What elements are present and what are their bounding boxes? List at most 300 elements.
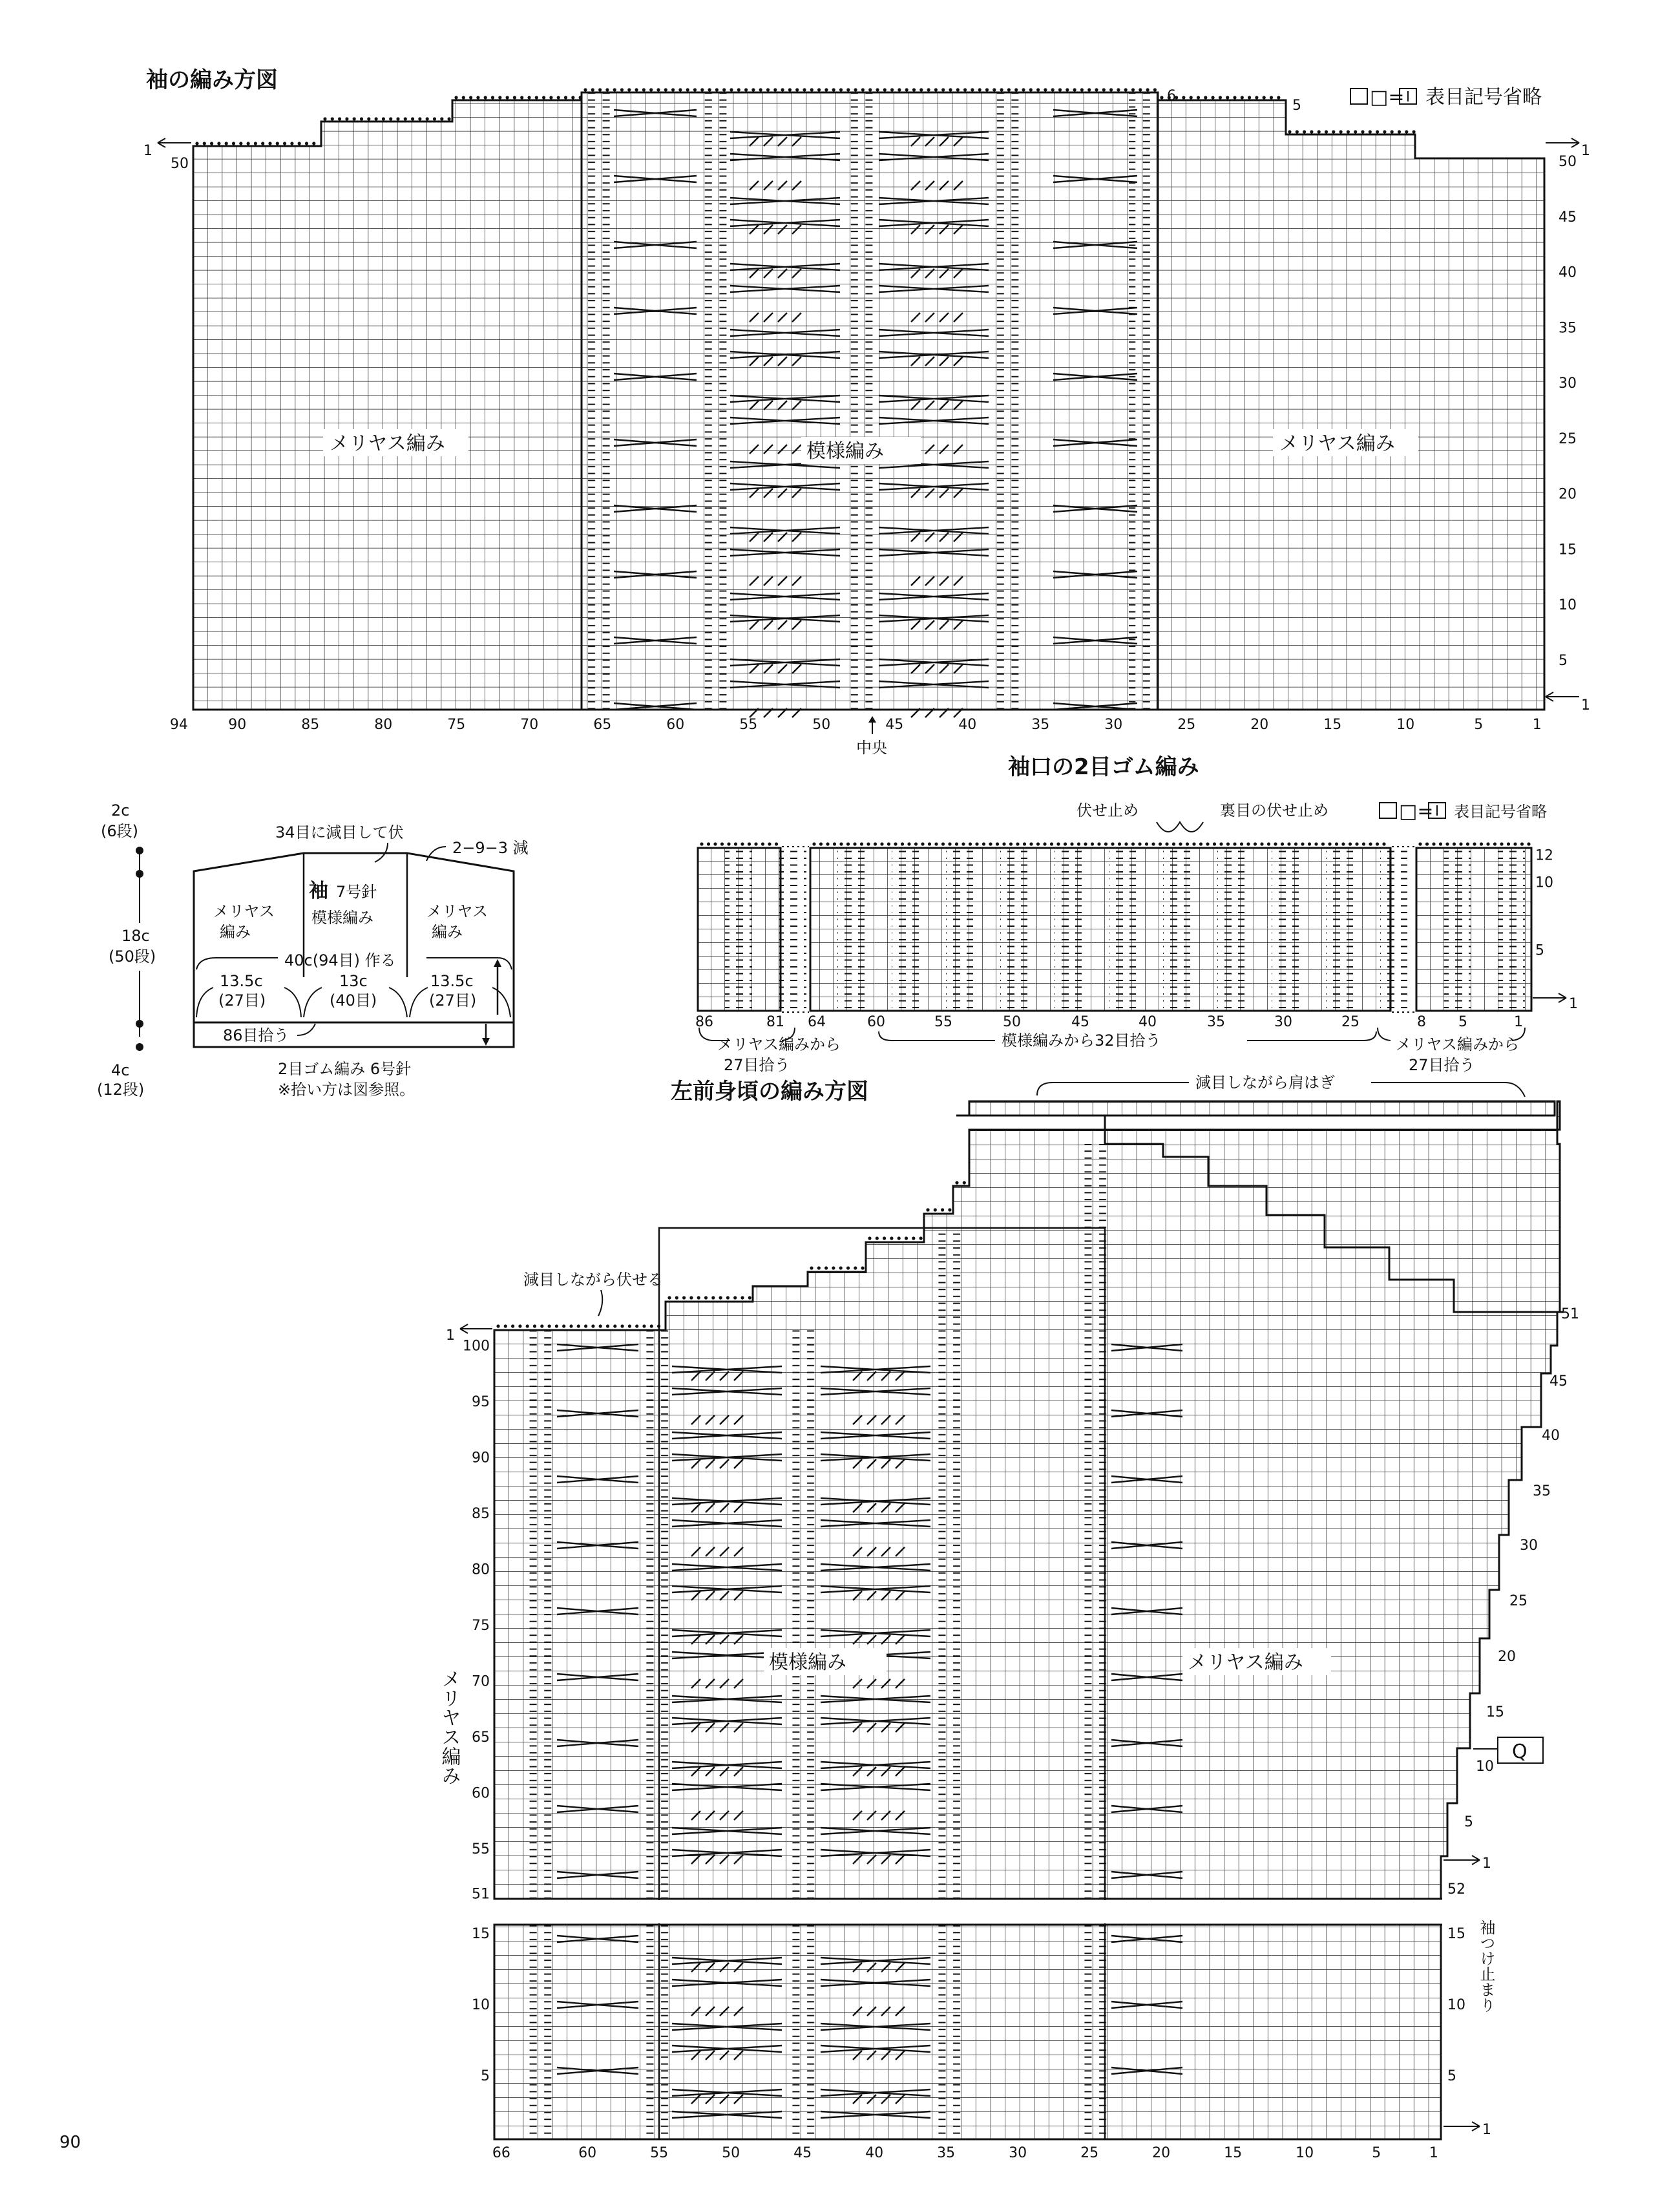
left-stitch-2: 編み [220,923,251,941]
bind-off-dot [1527,842,1530,845]
bind-off-dot [555,1324,558,1327]
bind-off-dot [1226,842,1230,845]
bind-off-dot [1084,842,1087,845]
bind-off-dot [1104,842,1108,845]
bind-off-dot [839,1266,843,1269]
row-number: 45 [1549,1373,1568,1390]
bind-off-dot [312,142,315,145]
row-numbers [1559,154,1577,669]
bind-off-dot [1314,842,1318,845]
bind-off-dot [727,842,730,845]
bind-off-dot [1165,842,1168,845]
purl-column [779,848,806,1011]
bind-off-dot [1111,842,1114,845]
bind-off-dot [1349,842,1352,845]
bind-off-dot [1466,842,1469,845]
bind-off-dot [781,88,784,91]
stitch-numbers [695,1014,1523,1030]
bind-off-dot [1425,842,1429,845]
stitch-number: 20 [1250,717,1269,733]
bind-off-dot [1077,842,1080,845]
bind-off-dot [934,842,938,845]
legend-eq: □= [1399,800,1434,823]
purl-column [837,848,865,1011]
svg-text:1: 1 [1569,996,1578,1012]
bind-off-dot [484,96,487,99]
bind-off-dot [1361,130,1364,133]
right-stitch: メリヤス [426,902,488,920]
bind-off-dot [766,88,770,91]
page-number: 90 [59,2133,81,2152]
blank-square-icon [1350,89,1367,104]
arrow-right-icon [1546,138,1579,147]
bind-off-dot [737,88,740,91]
bind-off-dot [298,142,301,145]
svg-text:1: 1 [1581,697,1590,714]
bind-off-dot [232,142,235,145]
bind-off-dot [1131,842,1135,845]
arrow-right-icon [1533,993,1566,1002]
bind-off-dot [628,1324,631,1327]
bind-off-dot [824,88,828,91]
bind-off-dot [722,88,726,91]
bind-off-dot [1405,130,1408,133]
bind-off-dot [1354,130,1357,133]
bind-off-dot [901,842,904,845]
height-top-rows: (6段) [101,822,138,840]
row-number: 60 [472,1785,490,1802]
bind-off-dot [1212,96,1215,99]
bind-off-dot [1117,88,1120,91]
bind-off-dot [898,88,901,91]
stitch-number: 94 [169,717,188,733]
bind-off-dot [963,88,967,91]
bind-off-dot [996,842,999,845]
bind-off-dot [1310,130,1313,133]
label-stockinette-vertical: メリヤス編み [437,1669,461,1785]
bind-off-dot [1355,842,1358,845]
stitch-number: 20 [1152,2145,1171,2161]
bind-off-dot [426,117,429,120]
bind-off-dot [1473,842,1476,845]
row-number: 90 [472,1450,490,1466]
bind-off-dot [854,1266,857,1269]
purl-column [845,92,874,710]
purl-column [1109,848,1136,1011]
bind-off-dot [621,1324,624,1327]
row-number: 15 [1559,542,1577,558]
bind-off-dot [1418,842,1422,845]
bind-off-dot [1016,842,1019,845]
bind-off-dot [905,1236,908,1240]
bind-off-dot [992,88,996,91]
purl-column [1498,848,1525,1011]
bind-off-dot [868,1236,871,1240]
bind-off-dot [678,88,682,91]
row-number: 30 [1559,375,1577,392]
bind-off-dot [921,842,924,845]
row-number: 5 [1447,2068,1456,2084]
bind-off-dot [883,88,887,91]
row-number: 52 [1447,1881,1465,1898]
bind-off-dot [969,842,972,845]
bind-off-dot [839,88,843,91]
bind-off-dot [1097,842,1100,845]
bind-off-dot [599,1324,602,1327]
stitches-right: (27目) [429,991,477,1010]
bind-off-dot [919,88,923,91]
pickup-right-1: メリヤス編みから [1396,1035,1520,1053]
stitch-number: 15 [1323,717,1342,733]
bind-off-dot [217,142,220,145]
row-number: 100 [463,1338,490,1355]
bind-off-dot [824,1266,828,1269]
bind-off-dot [548,1324,551,1327]
bind-off-dot [1124,842,1128,845]
bind-off-dot [1056,842,1060,845]
bind-off-dot [1124,88,1128,91]
bind-off-dot [411,117,414,120]
bind-off-dot [876,1236,879,1240]
bind-off-dot [504,1324,507,1327]
row-number: 75 [472,1618,490,1634]
stitch-number: 40 [865,2145,884,2161]
bind-off-dot [1118,842,1121,845]
bind-off-dot [1255,96,1258,99]
bind-off-dot [1507,842,1510,845]
bind-off-dot [1186,842,1189,845]
bind-off-dot [1233,842,1236,845]
stitch-number: 60 [666,717,685,733]
sleeve-chart [143,67,1590,757]
bind-off-dot [868,88,872,91]
bind-off-dot [803,88,806,91]
bind-off-dot [526,1324,529,1327]
stitch-number: 50 [722,2145,740,2161]
row-number: 40 [1559,264,1577,281]
stitch-number: 25 [1341,1014,1360,1030]
neck-note: 減目しながら伏せる [523,1271,663,1289]
purl-column [1129,92,1158,710]
bind-off-dot [861,88,865,91]
purl-column [946,848,973,1011]
bind-off-dot [1369,842,1372,845]
bind-off-dot [627,88,631,91]
label-stockinette: メリヤス編み [1188,1651,1303,1674]
svg-text:1: 1 [1482,1856,1491,1872]
row-number: 15 [472,1926,490,1942]
bind-off-dot [1277,96,1280,99]
bind-off-dot [700,842,703,845]
bind-off-dot [775,842,778,845]
bind-off-dot [740,842,744,845]
bind-off-dot [1204,96,1207,99]
purl-column [1272,848,1299,1011]
bind-off-dot [1036,842,1040,845]
stitch-number: 25 [1177,717,1196,733]
bind-off-dot [613,1324,616,1327]
bind-off-dot [635,88,638,91]
stitch-numbers [170,717,1542,733]
arrow-left-icon [460,1324,492,1333]
stitch-number: 55 [650,2145,669,2161]
stitches-center: (40目) [330,991,377,1010]
bind-off-dot [810,1266,813,1269]
bind-off-dot [1246,842,1250,845]
purl-column [699,92,728,710]
bind-off-dot [883,1236,886,1240]
bind-off-dot [686,88,689,91]
stitch-number: 60 [578,2145,597,2161]
bind-off-dot [1445,842,1449,845]
bind-off-label: 伏せ止め [1076,801,1139,820]
bind-off-dot [720,842,724,845]
bind-off-dot [1087,88,1091,91]
bind-off-dot [268,142,271,145]
bind-off-dot [733,1296,737,1299]
bind-off-dot [1091,842,1094,845]
cast-on: 40c(94目) 作る [284,951,396,969]
bind-off-dot [1294,842,1297,845]
stitch-number: 81 [766,1014,784,1030]
bind-off-dot [956,88,960,91]
bind-off-dot [975,842,978,845]
bind-off-dot [1303,130,1306,133]
bind-off-dot [1480,842,1483,845]
bind-off-dot [1179,842,1182,845]
bind-off-dot [649,88,653,91]
stitch-number: 35 [1031,717,1050,733]
purl-column [1055,848,1082,1011]
bind-off-dot [971,88,974,91]
bind-off-dot [203,142,206,145]
bind-off-dot [715,88,719,91]
label-stockinette-left: メリヤス編み [330,432,445,455]
bind-off-dot [751,88,755,91]
bind-off-dot [210,142,213,145]
top-mark-6: 6 [1167,88,1176,104]
bind-off-dot [704,1296,708,1299]
bind-off-dot [810,88,814,91]
bind-off-dot [941,842,945,845]
stitch-number: 70 [520,717,539,733]
bind-off-dot [606,1324,609,1327]
bind-off-dot [496,1324,499,1327]
sleeve-schematic [97,801,529,1099]
bind-off-dot [650,1324,653,1327]
bind-off-dot [874,842,877,845]
label-pattern: 模様編み [806,440,884,463]
bind-off-dot [846,1266,850,1269]
bind-off-dot [1145,842,1148,845]
bind-off-dot [1263,96,1266,99]
bind-off-dot [579,96,582,99]
bind-off-dot [671,88,675,91]
row-number: 55 [472,1841,490,1858]
row-number: 80 [472,1561,490,1578]
bind-off-dot [1308,842,1311,845]
bind-off-dot [1066,88,1069,91]
bind-off-dot [912,88,916,91]
stitch-number: 45 [1071,1014,1089,1030]
bind-off-dot [832,88,835,91]
bind-off-dot [711,1296,715,1299]
bind-off-dot [919,1236,923,1240]
bind-off-dot [1182,96,1185,99]
bind-off-dot [527,96,530,99]
pickup-note: ※拾い方は図参照。 [278,1081,415,1099]
bind-off-dot [788,88,792,91]
cuff-chart-title: 袖口の2目ゴム編み [1008,754,1199,780]
bind-off-dot [290,142,293,145]
bind-off-dot [396,117,399,120]
legend-eq: □= [1370,86,1405,109]
stitch-number: 85 [301,717,320,733]
svg-text:50: 50 [171,156,189,172]
bind-off-dot [462,96,465,99]
row-number: 51 [472,1886,490,1903]
top-mark-5: 5 [1292,98,1301,114]
bind-off-dot [1321,842,1325,845]
bind-off-dot [1190,96,1193,99]
bind-off-dot [498,96,501,99]
bind-off-dot [700,88,704,91]
bind-off-dot [1328,842,1331,845]
bind-off-dot [469,96,472,99]
stitch-number: 65 [593,717,612,733]
bind-off-dot [1058,88,1062,91]
bind-off-dot [569,1324,572,1327]
bind-off-dot [1138,842,1141,845]
bind-off-dot [905,88,908,91]
bind-off-dot [898,1236,901,1240]
bind-off-dot [1288,130,1291,133]
stitch-number: 50 [812,717,831,733]
stitch-number: 5 [1372,2145,1381,2161]
bind-off-dot [1287,842,1290,845]
sleeve-outline [194,853,514,1047]
row-number: 10 [1447,1997,1465,2013]
bind-off-dot [1023,842,1026,845]
bind-off-dot [1000,88,1003,91]
row-number: 15 [1486,1704,1504,1720]
bind-off-dot [360,117,363,120]
bind-off-dot [928,842,931,845]
bind-off-dot [605,88,609,91]
bind-off-dot [448,117,451,120]
legend [1350,86,1542,109]
bind-off-dot [1139,88,1142,91]
bind-off-dot [542,96,545,99]
shoulder-row [969,1101,1555,1116]
bind-off-dot [433,117,436,120]
bind-off-dot [520,96,523,99]
row-number: 25 [1559,430,1577,447]
purl-column [1217,848,1244,1011]
bind-off-dot [1192,842,1195,845]
bind-off-dot [768,842,771,845]
row-number: 25 [1509,1593,1528,1609]
bind-off-dot [1439,842,1442,845]
stitch-number: 66 [492,2145,510,2161]
stitch-number: 50 [1003,1014,1021,1030]
bind-off-dot [533,1324,536,1327]
bind-off-dot [934,88,938,91]
bind-off-dot [506,96,509,99]
bind-off-dot [926,1208,929,1211]
bind-off-dot [338,117,341,120]
row-number: 65 [472,1729,490,1746]
bind-off-dot [382,117,385,120]
bind-off-dot [1296,130,1299,133]
row-number: 10 [1476,1759,1494,1775]
bind-off-dot [890,1236,893,1240]
row-number: 45 [1559,209,1577,226]
bind-off-dot [1226,96,1229,99]
bind-off-dot [866,842,870,845]
stitch-number: 35 [1207,1014,1225,1030]
bind-off-dot [817,88,821,91]
width-left: 13.5c [220,972,263,990]
bind-off-dot [1029,88,1033,91]
bind-off-dot [1073,88,1076,91]
bind-off-dot [989,842,992,845]
bind-off-dot [1241,96,1244,99]
pickup-left-1: メリヤス編みから [717,1035,841,1053]
bind-off-dot [1369,130,1372,133]
bind-off-dot [1009,842,1013,845]
bind-off-dot [1339,130,1343,133]
bind-off-dot [1172,842,1175,845]
stitch-number: 30 [1009,2145,1027,2161]
symbol-label: Q [1512,1740,1528,1763]
bind-off-dot [853,842,856,845]
bind-off-dot [276,142,279,145]
bind-off-dot [635,1324,638,1327]
purl-column [1444,848,1471,1011]
row-number: 85 [472,1506,490,1523]
bind-off-dot [985,88,989,91]
rib-purl-columns [725,848,1525,1011]
bind-off-dot [982,842,985,845]
bind-off-dot [961,842,965,845]
purl-column [725,848,752,1011]
bind-off-dot [1029,842,1033,845]
bind-off-dot [949,88,952,91]
bind-off-dot [1109,88,1113,91]
bind-off-dot [418,117,421,120]
bind-off-dot [1486,842,1489,845]
bind-off-dot [1335,842,1338,845]
bind-off-dot [656,88,660,91]
bind-off-dot [1213,842,1216,845]
row-start: 1 [446,1327,455,1344]
bind-off-dot [613,88,616,91]
row-number: 20 [1498,1649,1516,1665]
bind-off-dot [744,88,748,91]
stitch-number: 5 [1458,1014,1467,1030]
bind-off-dot [907,842,910,845]
stitch-number: 5 [1474,717,1484,733]
bind-off-dot [773,88,777,91]
bind-off-dot [894,842,897,845]
bind-off-dot [1383,130,1386,133]
bind-off-dot [693,88,697,91]
bind-off-dot [846,842,850,845]
purl-column [582,92,611,710]
stitch-number: 60 [867,1014,885,1030]
bind-off-dot [1199,842,1202,845]
